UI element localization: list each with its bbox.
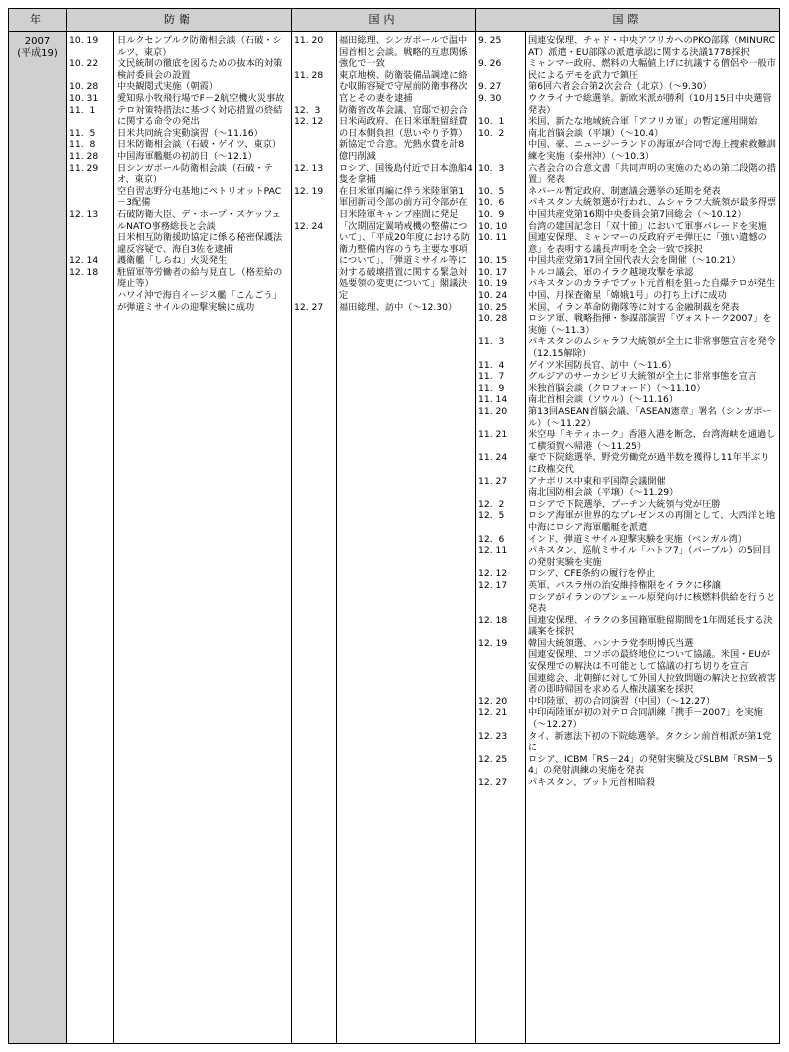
event-date (478, 649, 528, 672)
event-text: 日米防衛相会談（石破・ゲイツ、東京） (117, 139, 282, 151)
domestic-column (294, 35, 473, 313)
event-text: 国連総会、北朝鮮に対して外国人拉致問題の解決と拉致被害者の即時帰国を求める人権決議案を採択 (528, 672, 777, 696)
header-international: 国際 (612, 13, 643, 26)
event-date: 12. 5 (478, 510, 505, 522)
event-text: パキスタンのカラチでブット元首相を狙った自爆テロが発生 (528, 278, 776, 290)
intl-event-row (478, 93, 777, 116)
event-date: 11. 8 (69, 139, 96, 151)
event-date: 11. 24 (478, 452, 508, 464)
event-text: アナポリス中東和平国際会議開催 (528, 475, 666, 487)
event-text: 中印両陸軍が初の対テロ合同訓練「携手－2007」を実施（～12.27） (528, 707, 763, 731)
event-date: 10. 3 (478, 162, 505, 174)
event-date: 10. 31 (69, 92, 99, 104)
event-text: パキスタン、ブット元首相暗殺 (528, 777, 656, 788)
defense-column (69, 35, 288, 313)
event-text: 日米両政府、在日米軍駐留経費の日本側負担（思いやり予算）新協定で合意。光熱水費を計8億円削減 (339, 116, 468, 162)
event-date: 12. 17 (478, 579, 508, 591)
event-date: 11. 1 (69, 104, 96, 116)
event-date: 11. 29 (69, 162, 99, 174)
event-text: 石破防衛大臣、デ・ホープ・スケッフェルNATO事務総長と会談 (117, 208, 281, 232)
event-date: 12. 24 (294, 220, 324, 232)
event-date: 12. 21 (478, 707, 508, 719)
intl-event-row (478, 499, 777, 511)
event-text: 中国、月探査衛星「嫦娥1号」の打ち上げに成功 (528, 290, 727, 302)
event-text: グルジアのサーカシビリ大統領が全土に非常事態を宣言 (528, 371, 757, 383)
event-text: 台湾の建国記念日「双十節」において軍事パレードを実施 (528, 220, 767, 232)
event-text: ロシア、CFE条約の履行を停止 (528, 568, 656, 580)
intl-event-row (478, 278, 777, 290)
event-date: 12. 18 (69, 266, 99, 278)
event-text: 韓国大統領選、ハンナラ党李明博氏当選 (528, 637, 694, 649)
event-text: 日米相互防衛援助協定に係る秘密保護法違反容疑で、海自3佐を逮捕 (117, 232, 283, 255)
event-date: 10. 2 (478, 127, 505, 139)
intl-event-row (478, 221, 777, 233)
event-text: 英軍、バスラ州の治安維持権限をイラクに移譲 (528, 579, 721, 591)
event-text: ロシアがイランのブシェール原発向けに核燃料供給を行うと発表 (528, 591, 776, 615)
event-text: 愛知県小牧飛行場でF－2航空機火災事故 (117, 92, 285, 104)
chronology-table (8, 8, 780, 1044)
intl-event-row (478, 673, 777, 696)
intl-event-row (478, 534, 777, 546)
event-date: 11. 28 (294, 69, 324, 81)
event-text: ゲイツ米国防長官、訪中（～11.6） (528, 359, 677, 371)
event-text: トルコ議会、軍のイラク越境攻撃を承認 (528, 266, 694, 278)
event-date (478, 673, 528, 696)
intl-event-row (478, 267, 777, 279)
intl-event-row (478, 128, 777, 140)
event-date: 12. 18 (478, 614, 508, 626)
event-text: 中国海軍艦艇の初訪日（～12.1） (117, 150, 257, 162)
event-date (478, 487, 528, 499)
table-header (9, 9, 779, 32)
event-text: 在日米軍再編に伴う米陸軍第1軍団新司令部の前方司令部が在日米陸軍キャンプ座間に発足 (339, 185, 468, 220)
event-text: 中印陸軍、初の合同演習（中国）（～12.27） (528, 695, 716, 707)
intl-event-row (478, 383, 777, 395)
event-date: 12. 2 (478, 498, 505, 510)
event-text: 六者会合の合意文書「共同声明の実施のための第二段階の措置」発表 (528, 162, 777, 186)
defense-event-row (69, 93, 288, 105)
intl-event-row (478, 81, 777, 93)
event-text: 護衛艦「しらね」火災発生 (117, 255, 228, 267)
event-text: 文民統制の徹底を図るための抜本的対策検討委員会の設置 (117, 58, 283, 81)
event-date: 10. 5 (478, 185, 505, 197)
event-text: 日米共同統合実動演習（～11.16） (117, 127, 263, 139)
event-text: 東京地検、防衛装備品調達に絡む収賄容疑で守屋前防衛事務次官とその妻を逮捕 (339, 69, 468, 104)
event-date: 9. 30 (478, 92, 502, 104)
event-text: タイ、新憲法下初の下院総選挙。タクシン前首相派が第1党に (528, 730, 772, 754)
intl-event-row (478, 568, 777, 580)
event-text: ロシア軍、戦略指揮・参謀部演習「ヴォストーク2007」を実施（～11.3） (528, 313, 772, 336)
event-date: 10. 25 (478, 301, 508, 313)
defense-event-row (69, 105, 288, 128)
event-date: 12. 14 (69, 255, 99, 267)
event-text: ウクライナで総選挙。新欧米派が勝利（10月15日中央選管発表） (528, 92, 772, 116)
domestic-event-row (294, 221, 473, 302)
intl-event-row (478, 232, 777, 255)
event-text: ロシア、ICBM「RS－24」の発射実験及びSLBM「RSM－54」の発射訓練の実施を発表 (528, 753, 773, 777)
event-text: 中国、豪、ニュージーランドの海軍が合同で海上捜索救難訓練を実施（泰州沖）（～10.3） (528, 139, 776, 162)
event-text: ロシア、国後島付近で日本漁船4隻を拿捕 (339, 162, 473, 186)
event-text: 中央観閲式実施（朝霞） (117, 81, 219, 93)
event-date (69, 290, 117, 313)
event-text: 南北国防相会談（平壌）（～11.29） (528, 487, 679, 499)
event-text: ミャンマー政府、燃料の大幅値上げに抗議する僧侶や一般市民によるデモを武力で鎮圧 (528, 58, 776, 81)
event-text: ロシア海軍が世界的なプレゼンスの再開として、大西洋と地中海にロシア海軍艦艇を派遣 (528, 510, 776, 533)
event-date: 12. 6 (478, 533, 505, 545)
intl-event-row (478, 336, 777, 359)
header-domestic: 国内 (368, 13, 399, 26)
event-text: 日シンガポール防衛相会談（石破・テオ、東京） (117, 162, 273, 186)
event-text: パキスタンのムシャラフ大統領が全土に非常事態宣言を発令（12.15解除） (528, 336, 776, 360)
intl-event-row (478, 615, 777, 638)
event-date: 11. 20 (478, 406, 508, 417)
event-text: 福田総理、訪中（～12.30） (339, 301, 458, 313)
intl-event-row (478, 139, 777, 162)
intl-event-row (478, 186, 777, 198)
event-date: 10. 28 (69, 81, 99, 93)
event-date (69, 186, 117, 209)
event-date: 10. 19 (478, 278, 508, 290)
event-date: 10. 11 (478, 232, 508, 244)
intl-event-row (478, 452, 777, 475)
event-date: 9. 26 (478, 58, 502, 70)
event-text: 米独首脳会談（クロフォード）（～11.10） (528, 382, 706, 394)
event-text: 南北首脳会談（平壌）（～10.4） (528, 127, 664, 139)
event-date: 11. 20 (294, 35, 324, 46)
event-date: 12. 23 (478, 730, 508, 742)
domestic-event-row (294, 35, 473, 70)
event-date: 12. 13 (69, 208, 99, 220)
event-text: 国連安保理、ミャンマーの反政府デモ弾圧に「強い遺憾の意」を表明する議長声明を全会一致で採択 (528, 232, 767, 255)
event-date: 11. 4 (478, 359, 505, 371)
defense-event-row (69, 267, 288, 290)
event-text: テロ対策特措法に基づく対応措置の終結に関する命令の発出 (117, 104, 283, 128)
intl-event-row (478, 360, 777, 372)
year-value: 2007 (24, 36, 51, 47)
event-date: 12. 27 (294, 301, 324, 313)
event-date: 12. 25 (478, 753, 508, 765)
event-text: ネパール暫定政府、制憲議会選挙の延期を発表 (528, 185, 721, 197)
intl-event-row (478, 777, 777, 789)
event-date: 11. 21 (478, 429, 508, 441)
event-date: 10. 19 (69, 35, 99, 46)
event-date: 11. 14 (478, 394, 508, 406)
defense-event-row (69, 290, 288, 313)
event-date: 10. 22 (69, 58, 99, 70)
event-text: 米国、イラン革命防衛隊等に対する金融制裁を発表 (528, 301, 740, 313)
domestic-event-row (294, 163, 473, 186)
event-text: パキスタン、巡航ミサイル「ハトフ7」（バーブル）の5回目の発射実験を実施 (528, 545, 772, 568)
intl-event-row (478, 510, 777, 533)
intl-event-row (478, 754, 777, 777)
intl-event-row (478, 592, 777, 615)
event-text: 駐留軍等労働者の給与見直し（格差給の廃止等） (117, 266, 283, 290)
intl-event-row (478, 649, 777, 672)
defense-event-row (69, 186, 288, 209)
event-text: 中国共産党第17回全国代表大会を開催（～10.21） (528, 255, 741, 267)
event-date: 11. 7 (478, 371, 505, 383)
intl-event-row (478, 476, 777, 488)
event-date: 11. 28 (69, 150, 99, 162)
event-date: 12. 20 (478, 695, 508, 707)
event-date: 10. 28 (478, 313, 508, 325)
domestic-event-row (294, 70, 473, 105)
domestic-event-row (294, 105, 473, 117)
event-date (69, 232, 117, 255)
intl-event-row (478, 58, 777, 81)
defense-event-row (69, 209, 288, 232)
event-text: 米空母「キティホーク」香港入港を断念、台湾海峡を通過して横須賀へ帰港（～11.25） (528, 429, 776, 452)
event-text: 米国、新たな地域統合軍「アフリカ軍」の暫定運用開始 (528, 116, 758, 128)
intl-event-row (478, 371, 777, 383)
year-era: (平成19) (17, 48, 58, 59)
defense-event-row (69, 255, 288, 267)
event-date: 10. 10 (478, 220, 508, 232)
event-date: 10. 6 (478, 197, 505, 209)
event-date: 10. 17 (478, 266, 508, 278)
defense-event-row (69, 139, 288, 151)
event-date: 11. 5 (69, 127, 96, 139)
intl-event-row (478, 580, 777, 592)
event-date: 12. 19 (478, 637, 508, 649)
intl-event-row (478, 696, 777, 708)
event-date (478, 592, 528, 615)
event-date: 12. 27 (478, 777, 508, 788)
event-date: 9. 27 (478, 81, 502, 93)
intl-event-row (478, 302, 777, 314)
event-text: 防衛省改革会議、官邸で初会合 (339, 104, 468, 116)
event-date: 10. 1 (478, 116, 505, 128)
event-date (478, 139, 528, 162)
event-date: 11. 27 (478, 475, 508, 487)
intl-event-row (478, 197, 777, 209)
intl-event-row (478, 394, 777, 406)
event-text: 第6回六者会合第2次会合（北京）（～9.30） (528, 81, 712, 93)
event-text: ロシアで下院選挙、プーチン大統領与党が圧勝 (528, 498, 721, 510)
event-date: 11. 9 (478, 382, 505, 394)
event-date: 10. 24 (478, 290, 508, 302)
intl-event-row (478, 163, 777, 186)
year-column (9, 32, 66, 1043)
event-date: 10. 15 (478, 255, 508, 267)
intl-event-row (478, 116, 777, 128)
event-date: 11. 3 (478, 336, 505, 348)
event-text: パキスタン大統領選が行われ、ムシャラフ大統領が最多得票 (528, 197, 777, 209)
domestic-event-row (294, 116, 473, 162)
intl-event-row (478, 290, 777, 302)
column-divider (66, 9, 67, 1043)
event-text: 国連安保理、コソボの最終地位について協議。米国・EUが安保理での解決は不可能として協議の打ち切りを宣言 (528, 649, 771, 673)
event-date: 12. 13 (294, 162, 324, 174)
intl-event-row (478, 429, 777, 452)
defense-event-row (69, 163, 288, 186)
column-divider (475, 9, 476, 1043)
event-date: 12. 19 (294, 185, 324, 197)
event-text: 空自習志野分屯基地にペトリオットPAC－3配備 (117, 185, 282, 209)
domestic-event-row (294, 302, 473, 314)
event-text: 福田総理、シンガポールで温中国首相と会談。戦略的互恵関係強化で一致 (339, 35, 468, 70)
domestic-event-row (294, 186, 473, 221)
intl-event-row (478, 638, 777, 650)
event-text: 中国共産党第16期中央委員会第7回総会（～10.12） (528, 208, 747, 220)
event-text: インド、弾道ミサイル迎撃実験を実施（ベンガル湾） (528, 533, 748, 545)
event-text: 豪で下院総選挙、野党労働党が過半数を獲得し11年半ぶりに政権交代 (528, 452, 770, 475)
intl-event-row (478, 209, 777, 221)
intl-event-row (478, 255, 777, 267)
event-text: 第13回ASEAN首脳会議、「ASEAN憲章」署名（シンガポール）（～11.22） (528, 406, 772, 429)
event-text: 日ルクセンブルク防衛相会談（石破・シルツ、東京） (117, 35, 282, 58)
event-date: 10. 9 (478, 208, 505, 220)
defense-event-row (69, 58, 288, 81)
defense-event-row (69, 151, 288, 163)
event-date: 9. 25 (478, 35, 502, 46)
defense-event-row (69, 128, 288, 140)
intl-event-row (478, 731, 777, 754)
event-date: 12. 12 (478, 568, 508, 580)
column-divider (291, 9, 292, 1043)
intl-event-row (478, 406, 777, 429)
intl-event-row (478, 487, 777, 499)
international-column (478, 35, 777, 789)
event-text: 南北首相会談（ソウル）（～11.16） (528, 394, 679, 406)
defense-event-row (69, 35, 288, 58)
event-text: ハワイ沖で海自イージス艦「こんごう」が弾道ミサイルの迎撃実験に成功 (117, 290, 282, 313)
intl-event-row (478, 545, 777, 568)
header-year: 年 (30, 13, 45, 26)
defense-event-row (69, 232, 288, 255)
event-text: 「次期固定翼哨戒機の整備について」、「平成20年度における防衛力整備内容のうち主要な事項について」、「弾道ミサイル等に対する破壊措置に関する緊急対処要領の変更について」閣議決定 (339, 220, 471, 302)
event-text: 国連安保理、チャド・中央アフリカへのPKO部隊（MINURCAT）派遣・EU部隊の派遣承認に関する決議1778採択 (528, 35, 776, 58)
intl-event-row (478, 313, 777, 336)
intl-event-row (478, 707, 777, 730)
event-date: 12. 11 (478, 545, 508, 557)
event-text: 国連安保理、イラクの多国籍軍駐留期間を1年間延長する決議案を採択 (528, 614, 773, 638)
intl-event-row (478, 35, 777, 58)
event-date: 12. 3 (294, 104, 321, 116)
header-defense: 防衛 (164, 13, 194, 26)
defense-event-row (69, 81, 288, 93)
event-date: 12. 12 (294, 116, 324, 128)
